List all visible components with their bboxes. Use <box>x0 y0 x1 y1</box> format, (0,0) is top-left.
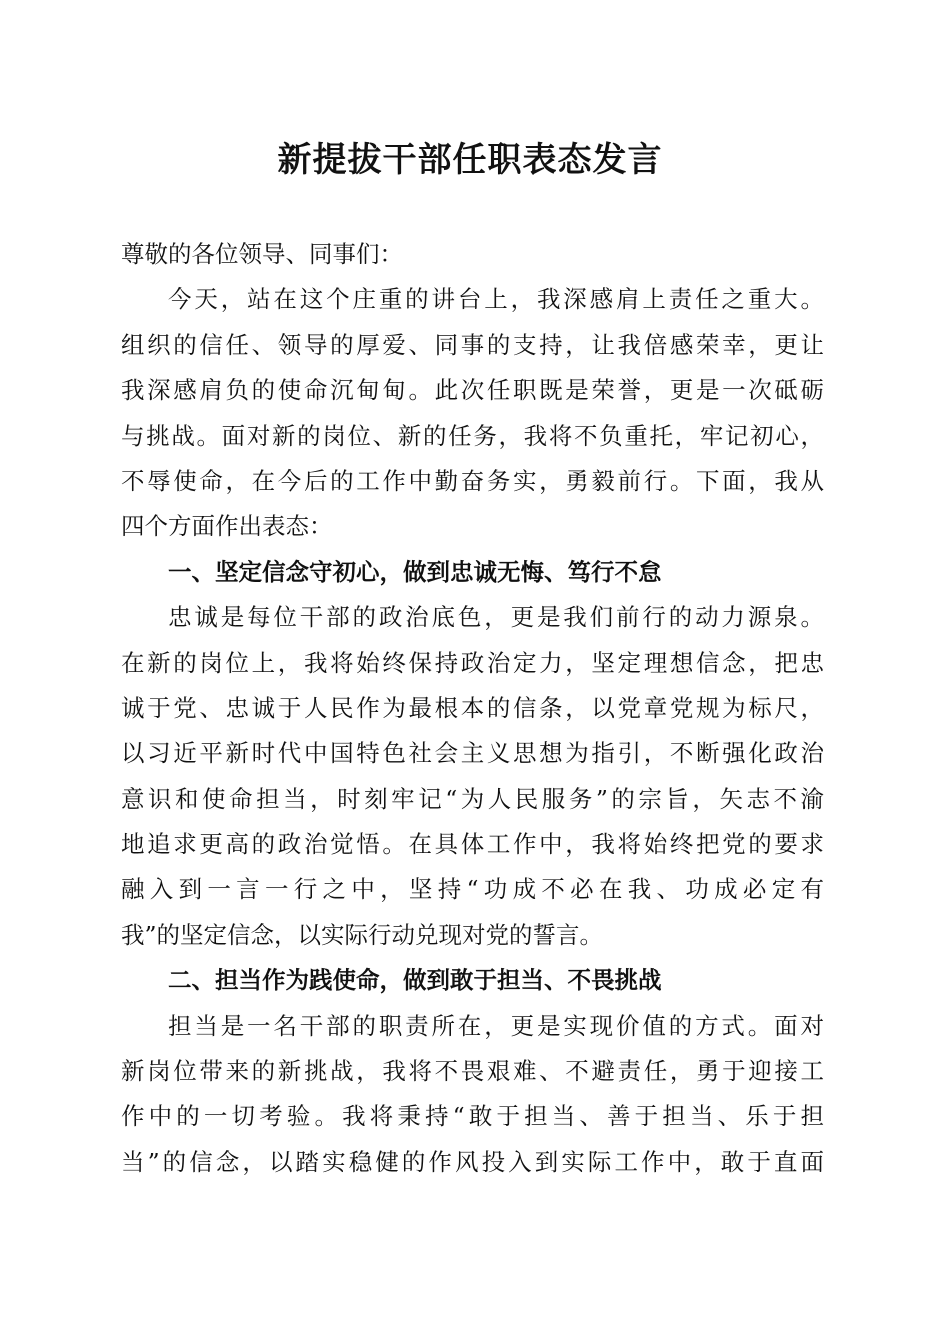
paragraph-line: 当”的信念，以踏实稳健的作风投入到实际工作中，敢于直面 <box>121 1147 824 1176</box>
paragraph-line: 作中的一切考验。我将秉持“敢于担当、善于担当、乐于担 <box>121 1102 824 1131</box>
paragraph-line: 新岗位带来的新挑战，我将不畏艰难、不避责任，勇于迎接工 <box>121 1057 824 1086</box>
paragraph-line: 我深感肩负的使命沉甸甸。此次任职既是荣誉，更是一次砥砺 <box>121 376 824 405</box>
paragraph-line: 今天，站在这个庄重的讲台上，我深感肩上责任之重大。 <box>168 285 824 314</box>
paragraph-line: 担当是一名干部的职责所在，更是实现价值的方式。面对 <box>168 1011 824 1040</box>
document-body <box>121 232 824 1185</box>
paragraph-line: 忠诚是每位干部的政治底色，更是我们前行的动力源泉。 <box>168 603 824 632</box>
paragraph-line: 不辱使命，在今后的工作中勤奋务实，勇毅前行。下面，我从 <box>121 466 824 495</box>
paragraph-line: 组织的信任、领导的厚爱、同事的支持，让我倍感荣幸，更让 <box>121 330 824 359</box>
greeting-line: 尊敬的各位领导、同事们： <box>121 240 403 268</box>
paragraph-line: 融入到一言一行之中，坚持“功成不必在我、功成必定有 <box>121 875 824 904</box>
paragraph-line: 意识和使命担当，时刻牢记“为人民服务”的宗旨，矢志不渝 <box>121 784 824 813</box>
paragraph-line: 我”的坚定信念，以实际行动兑现对党的誓言。 <box>121 920 604 949</box>
paragraph-line: 在新的岗位上，我将始终保持政治定力，坚定理想信念，把忠 <box>121 648 824 677</box>
document-title: 新提拔干部任职表态发言 <box>277 140 663 180</box>
paragraph-line: 与挑战。面对新的岗位、新的任务，我将不负重托，牢记初心， <box>121 421 824 450</box>
paragraph-line: 诚于党、忠诚于人民作为最根本的信条，以党章党规为标尺， <box>121 693 824 722</box>
paragraph-line: 地追求更高的政治觉悟。在具体工作中，我将始终把党的要求 <box>121 830 824 859</box>
paragraph-line: 四个方面作出表态： <box>121 512 333 541</box>
section-heading-1: 一、坚定信念守初心，做到忠诚无悔、笃行不怠 <box>168 557 662 586</box>
paragraph-line: 以习近平新时代中国特色社会主义思想为指引，不断强化政治 <box>121 739 824 768</box>
section-heading-2: 二、担当作为践使命，做到敢于担当、不畏挑战 <box>168 966 662 995</box>
